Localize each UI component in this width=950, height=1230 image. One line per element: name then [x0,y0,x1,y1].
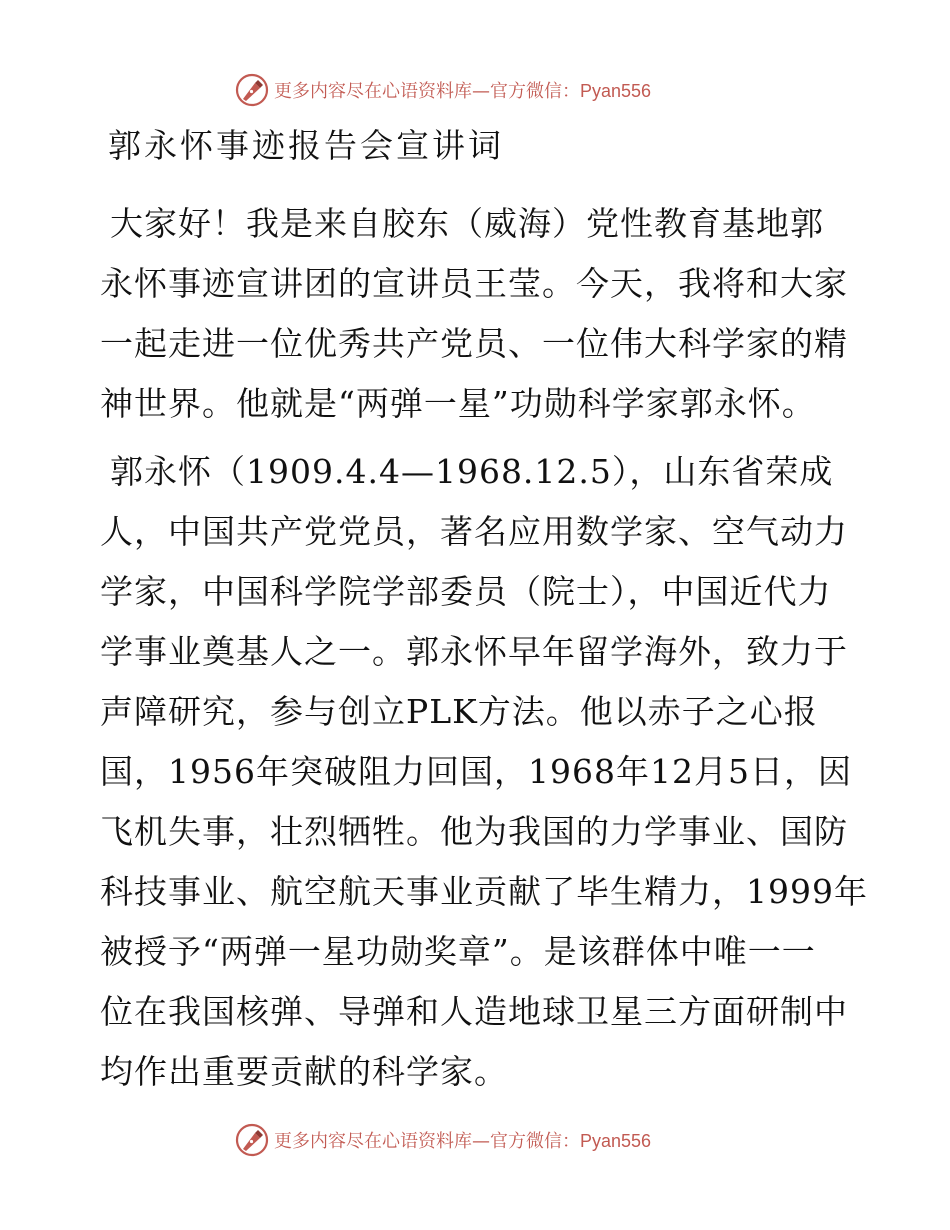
footer-watermark [234,1120,754,1160]
text-line: 一起走进一位优秀共产党员、一位伟大科学家的精 [100,324,848,363]
text-line: 声障研究，参与创立PLK方法。他以赤子之心报 [100,692,818,731]
text-line: 学家，中国科学院学部委员（院士），中国近代力 [100,572,832,611]
text-line: 科技事业、航空航天事业贡献了毕生精力，1999年 [100,872,868,911]
pen-nib-icon [234,72,270,108]
header-watermark [234,70,754,110]
text-line: 位在我国核弹、导弹和人造地球卫星三方面研制中 [100,992,848,1031]
text-line: 飞机失事，壮烈牺牲。他为我国的力学事业、国防 [100,812,848,851]
text-line: 永怀事迹宣讲团的宣讲员王莹。今天，我将和大家 [100,264,848,303]
text-line: 大家好！我是来自胶东（威海）党性教育基地郭 [110,204,824,243]
text-line: 国，1956年突破阻力回国，1968年12月5日，因 [100,752,852,791]
text-line: 神世界。他就是“两弹一星”功勋科学家郭永怀。 [100,384,816,423]
text-line: 学事业奠基人之一。郭永怀早年留学海外，致力于 [100,632,848,671]
text-line: 郭永怀（1909.4.4—1968.12.5），山东省荣成 [110,452,834,491]
paragraph-biography [100,442,868,1102]
document-title: 郭永怀事迹报告会宣讲词 [108,126,504,165]
pen-nib-icon [234,1122,270,1158]
paragraph-introduction [100,194,860,434]
watermark-text: 更多内容尽在心语资料库—官方微信：Pyan556 [274,1131,652,1152]
watermark-text: 更多内容尽在心语资料库—官方微信：Pyan556 [274,81,652,102]
text-line: 被授予“两弹一星功勋奖章”。是该群体中唯一一 [100,932,816,971]
text-line: 均作出重要贡献的科学家。 [100,1052,508,1091]
text-line: 人，中国共产党党员，著名应用数学家、空气动力 [100,512,848,551]
